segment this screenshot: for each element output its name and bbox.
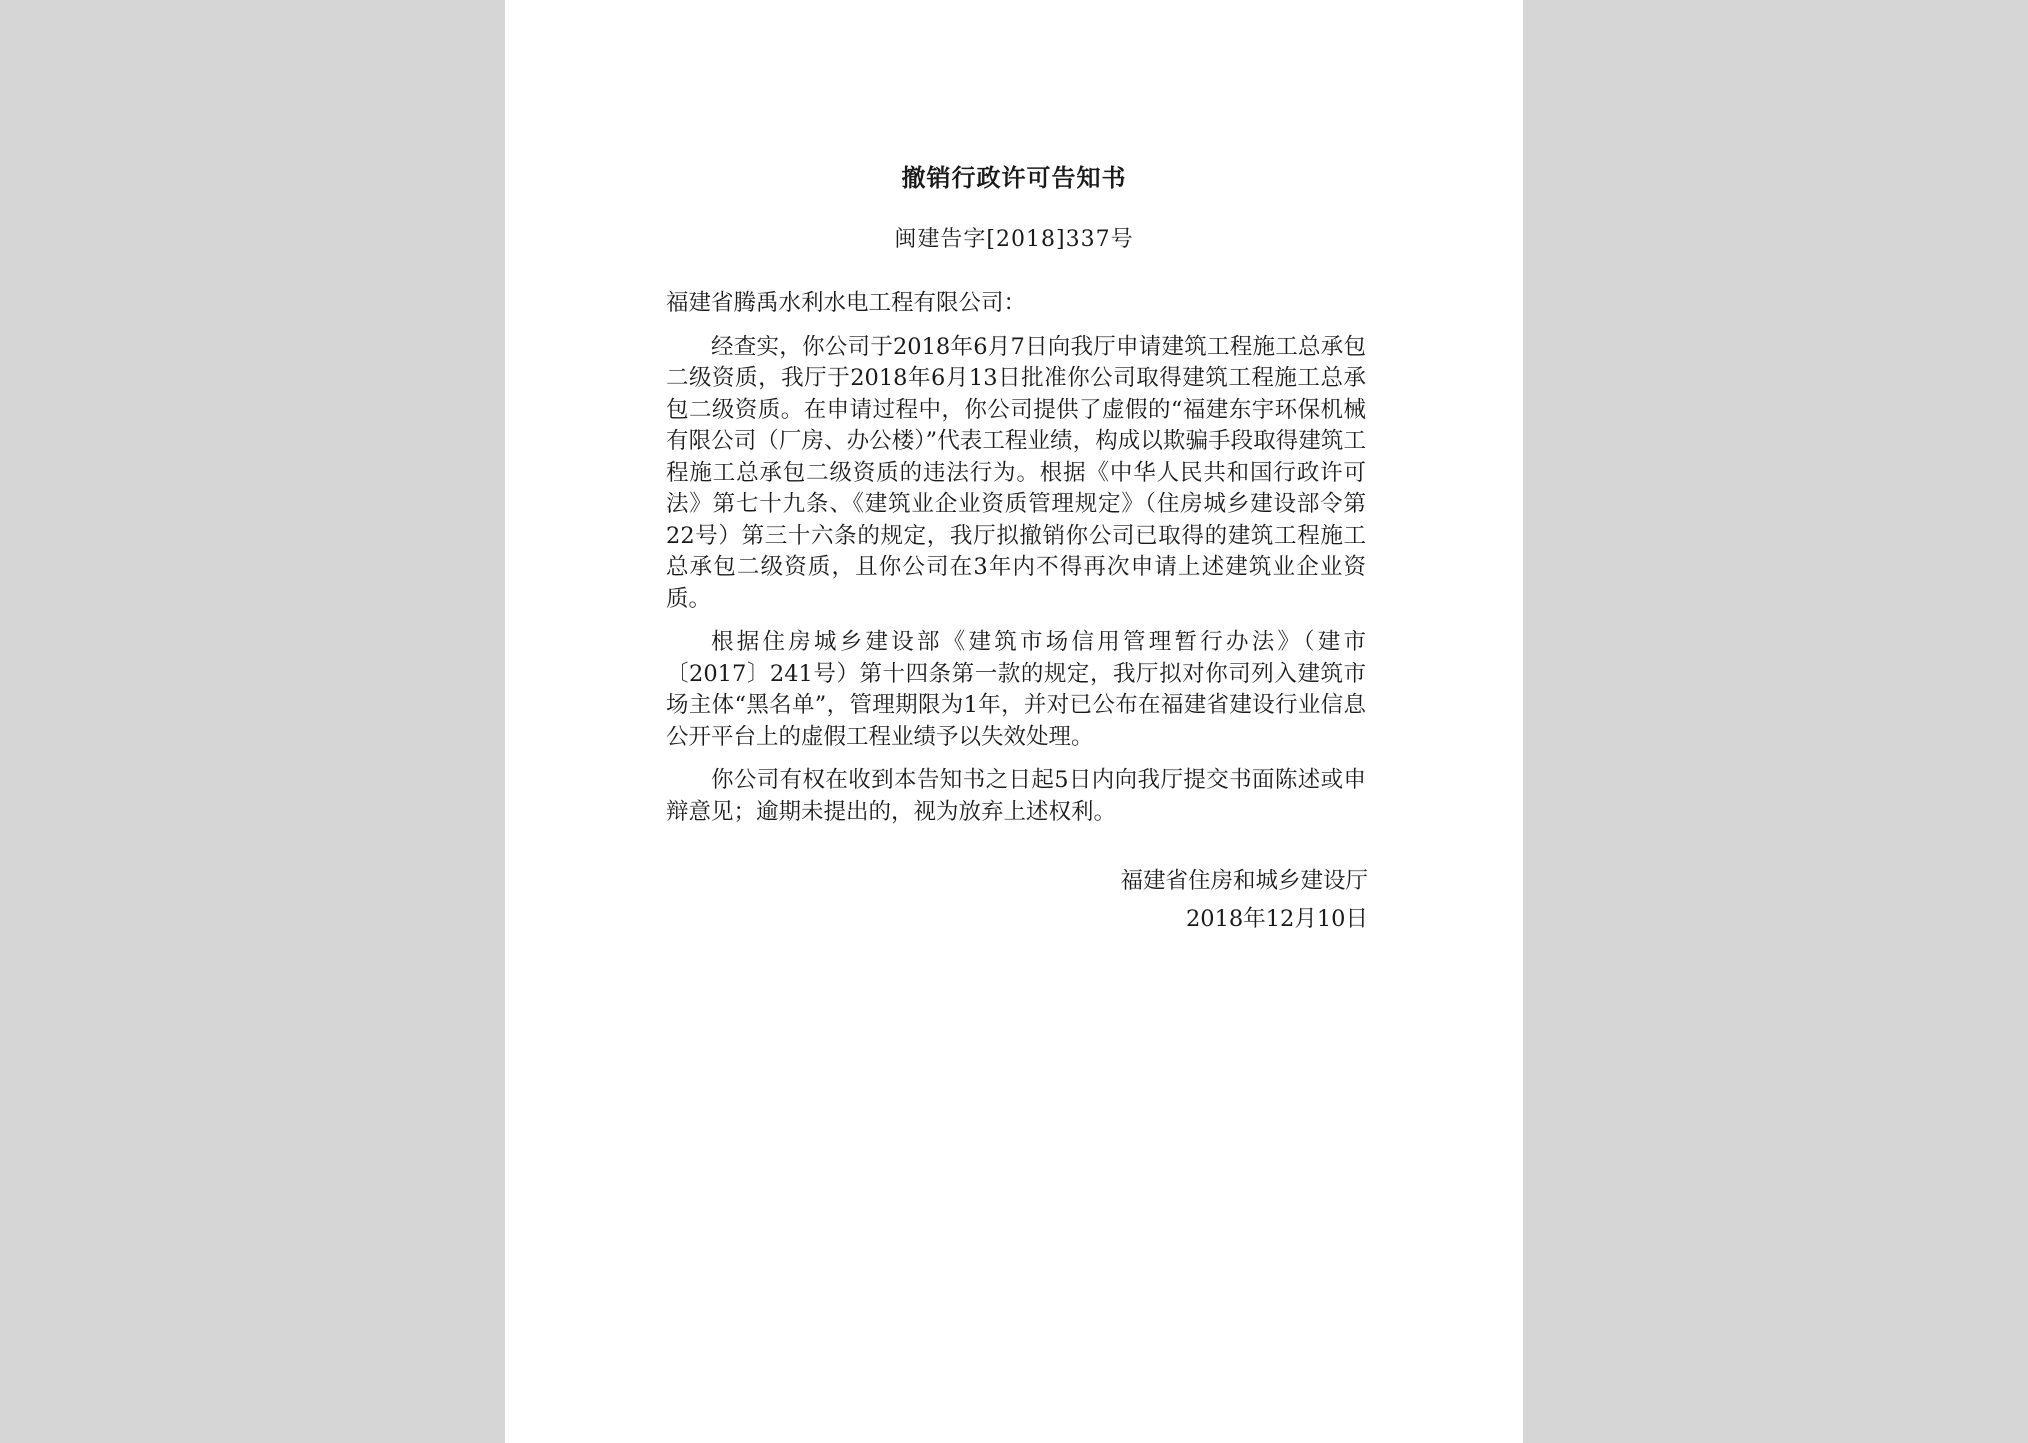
document-number: 闽建告字[2018]337号 xyxy=(894,227,1134,252)
recipient-line: 福建省腾禹水利水电工程有限公司： xyxy=(666,290,1027,316)
document-body xyxy=(666,288,1366,840)
paragraph-rights: 你公司有权在收到本告知书之日起5日内向我厅提交书面陈述或申辩意见；逾期未提出的，视为放弃上述权利。 xyxy=(666,767,1366,825)
paragraph-blacklist: 根据住房城乡建设部《建筑市场信用管理暂行办法》（建市〔2017〕241号）第十四条第一款的规定，我厅拟对你司列入建筑市场主体“黑名单”，管理期限为1年，并对已公布在福建省建设行业信息公开平台上的虚假工程业绩予以失效处理。 xyxy=(666,629,1366,750)
signature-block xyxy=(1120,862,1368,938)
paragraph-findings: 经查实，你公司于2018年6月7日向我厅申请建筑工程施工总承包二级资质，我厅于2018年6月13日批准你公司取得建筑工程施工总承包二级资质。在申请过程中，你公司提供了虚假的“福建东宇环保机械有限公司（厂房、办公楼）”代表工程业绩，构成以欺骗手段取得建筑工程施工总承包二级资质的违法行为。根据《中华人民共和国行政许可法》第七十九条、《建筑业企业资质管理规定》（住房城乡建设部令第22号）第三十六条的规定，我厅拟撤销你公司已取得的建筑工程施工总承包二级资质，且你公司在3年内不得再次申请上述建筑业企业资质。 xyxy=(666,333,1366,612)
document-title: 撤销行政许可告知书 xyxy=(901,163,1127,192)
issuer-name: 福建省住房和城乡建设厅 xyxy=(1120,868,1368,894)
issue-date: 2018年12月10日 xyxy=(1185,906,1368,932)
document-page xyxy=(505,0,1523,1443)
